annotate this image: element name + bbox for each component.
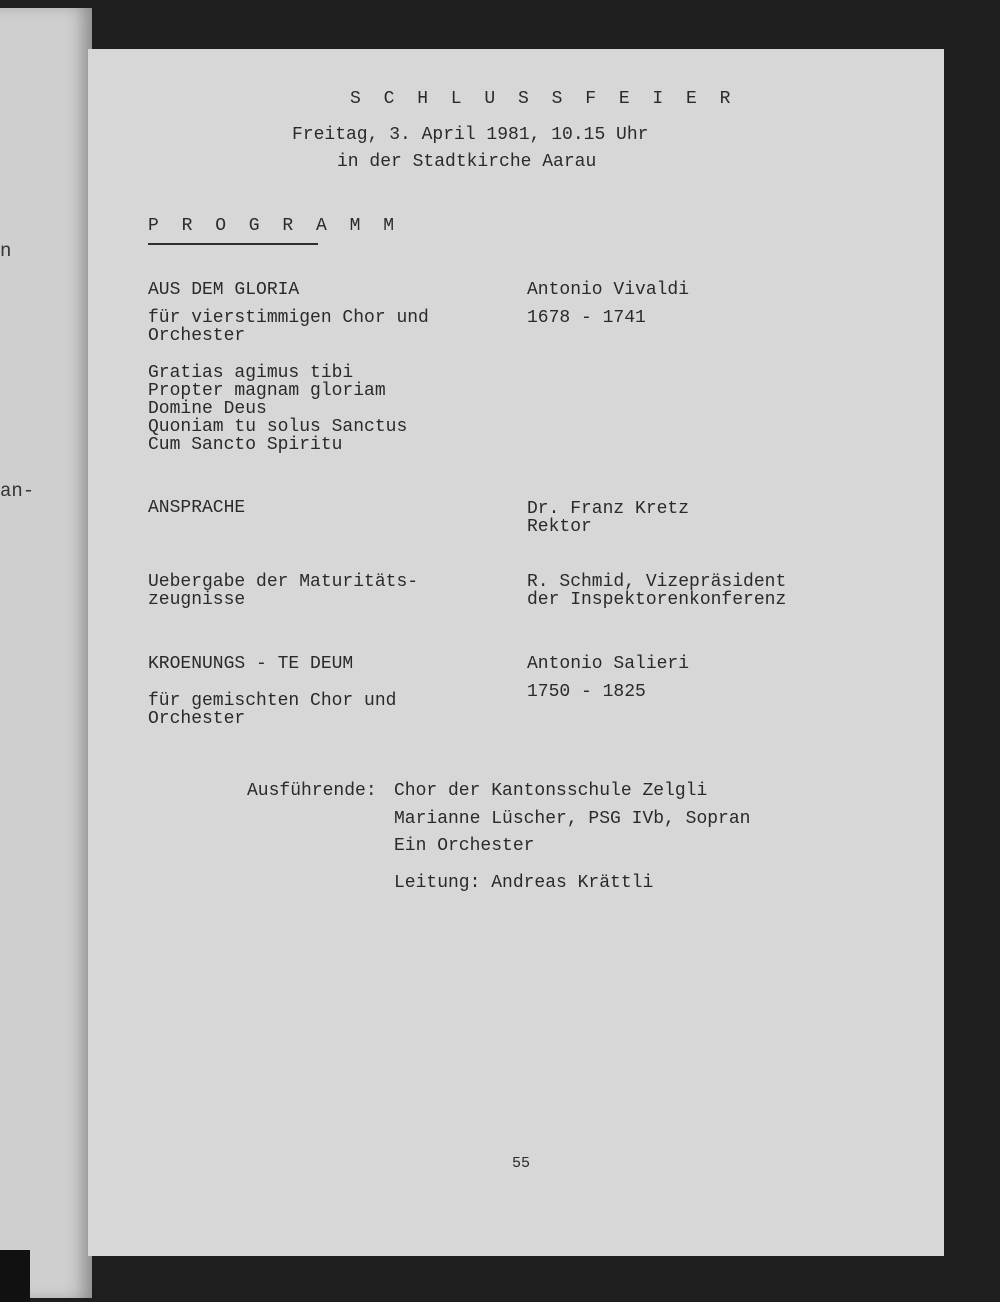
composer-dates: 1678 - 1741 [527, 308, 646, 328]
event-date: Freitag, 3. April 1981, 10.15 Uhr [292, 125, 649, 145]
program-heading-underline [148, 243, 318, 245]
scan-edge [0, 1250, 30, 1302]
program-heading: P R O G R A M M [148, 216, 401, 236]
program-item-title: zeugnisse [148, 590, 246, 610]
performer-line: Chor der Kantonsschule Zelgli [394, 781, 708, 801]
composer-dates: 1750 - 1825 [527, 682, 646, 702]
document-page [88, 49, 944, 1256]
program-item-title: ANSPRACHE [148, 498, 246, 518]
composer-name: Antonio Vivaldi [527, 280, 690, 300]
event-location: in der Stadtkirche Aarau [337, 152, 597, 172]
facing-page-fragment: an- [0, 480, 35, 502]
facing-page [0, 8, 92, 1298]
speaker-role: Rektor [527, 517, 592, 537]
movement: Cum Sancto Spiritu [148, 435, 343, 455]
program-item-title: KROENUNGS - TE DEUM [148, 654, 354, 674]
composer-name: Antonio Salieri [527, 654, 690, 674]
facing-page-fragment: n [0, 240, 12, 262]
program-item-subtitle: Orchester [148, 326, 246, 346]
conductor-line: Leitung: Andreas Krättli [394, 873, 654, 893]
performer-line: Ein Orchester [394, 836, 535, 856]
performers-label: Ausführende: [247, 781, 377, 801]
speaker-name: Dr. Franz Kretz [527, 499, 690, 519]
program-item-subtitle: für vierstimmigen Chor und [148, 308, 429, 328]
movement: Quoniam tu solus Sanctus [148, 417, 408, 437]
presenter-name: R. Schmid, Vizepräsident [527, 572, 787, 592]
event-title: S C H L U S S F E I E R [350, 89, 737, 109]
movement: Propter magnam gloriam [148, 381, 386, 401]
presenter-role: der Inspektorenkonferenz [527, 590, 787, 610]
program-item-subtitle: Orchester [148, 709, 246, 729]
performer-line: Marianne Lüscher, PSG IVb, Sopran [394, 809, 751, 829]
page-number: 55 [512, 1155, 531, 1172]
program-item-title: Uebergabe der Maturitäts- [148, 572, 419, 592]
program-item-subtitle: für gemischten Chor und [148, 691, 397, 711]
movement: Domine Deus [148, 399, 267, 419]
program-item-title: AUS DEM GLORIA [148, 280, 300, 300]
movement: Gratias agimus tibi [148, 363, 354, 383]
